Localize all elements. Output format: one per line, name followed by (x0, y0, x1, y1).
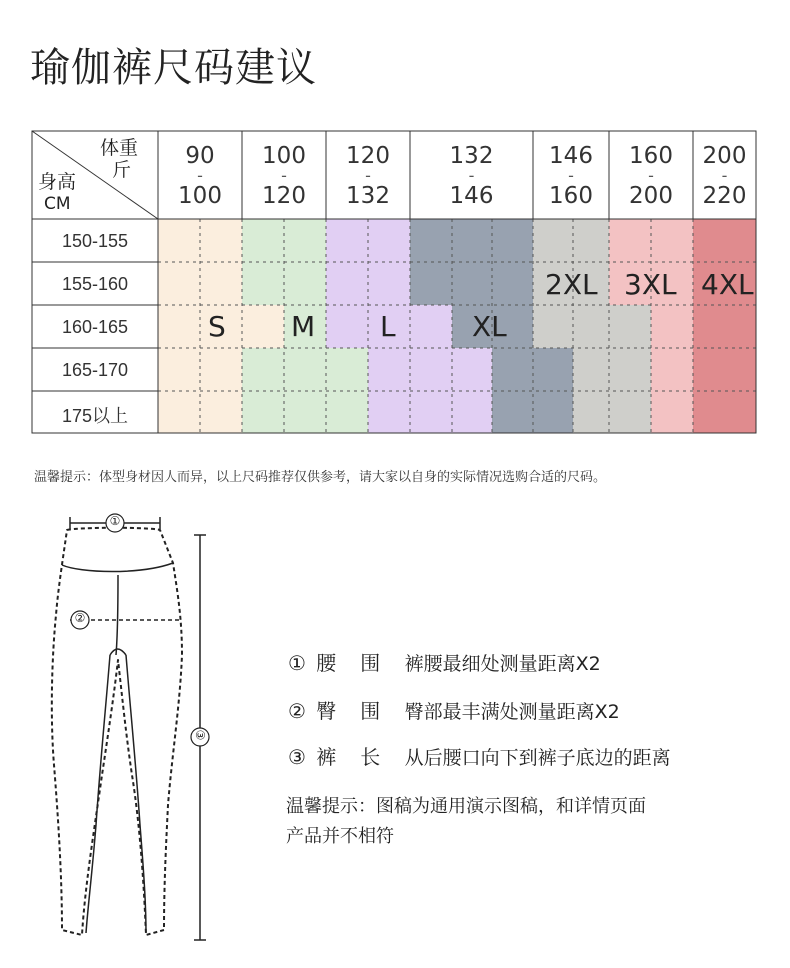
note-line-2: 产品并不相符 (286, 826, 394, 847)
row-label-155-160: 155-160 (61, 274, 129, 294)
marker-waist: ① (109, 514, 121, 528)
size-label-xl: XL (472, 310, 507, 343)
size-label-2xl: 2XL (545, 268, 598, 301)
col-header-100-120: 100 - 120 (262, 143, 306, 209)
corner-weight-label: 体重 (100, 137, 139, 159)
corner-height-label: 身高 (38, 171, 77, 193)
col-header-132-146: 132 - 146 (449, 143, 494, 209)
col-header-120-132: 120 - 132 (346, 143, 390, 209)
row-label-175-plus: 175以上 (61, 406, 129, 426)
size-label-m: M (291, 310, 316, 343)
col-header-160-200: 160 - 200 (629, 143, 673, 209)
col-header-200-220: 200 - 220 (702, 143, 747, 209)
size-label-3xl: 3XL (624, 268, 677, 301)
corner-height-unit: CM (44, 194, 71, 214)
corner-weight-unit: 斤 (112, 159, 132, 181)
size-label-l: L (380, 310, 396, 343)
size-tip: 温馨提示：体型身材因人而异，以上尺码推荐仅供参考，请大家以自身的实际情况选购合适的尺码。 (34, 470, 607, 485)
marker-hip: ② (74, 611, 86, 625)
row-label-150-155: 150-155 (61, 231, 129, 251)
size-label-s: S (208, 310, 226, 343)
measure-hip: ② 臀 围 臀部最丰满处测量距离X2 (288, 699, 620, 723)
page-title: 瑜伽裤尺码建议 (30, 45, 317, 91)
col-header-146-160: 146 - 160 (549, 143, 593, 209)
measure-length: ③ 裤 长 从后腰口向下到裤子底边的距离 (288, 745, 671, 769)
note-line-1: 温馨提示：图稿为通用演示图稿，和详情页面 (286, 796, 646, 817)
measure-waist: ① 腰 围 裤腰最细处测量距离X2 (288, 651, 601, 675)
row-label-165-170: 165-170 (61, 360, 129, 380)
size-label-4xl: 4XL (701, 268, 754, 301)
marker-length: ③ (193, 729, 207, 741)
row-label-160-165: 160-165 (61, 317, 129, 337)
size-chart-grid (0, 0, 790, 460)
col-header-90-100: 90 - 100 (178, 143, 222, 209)
